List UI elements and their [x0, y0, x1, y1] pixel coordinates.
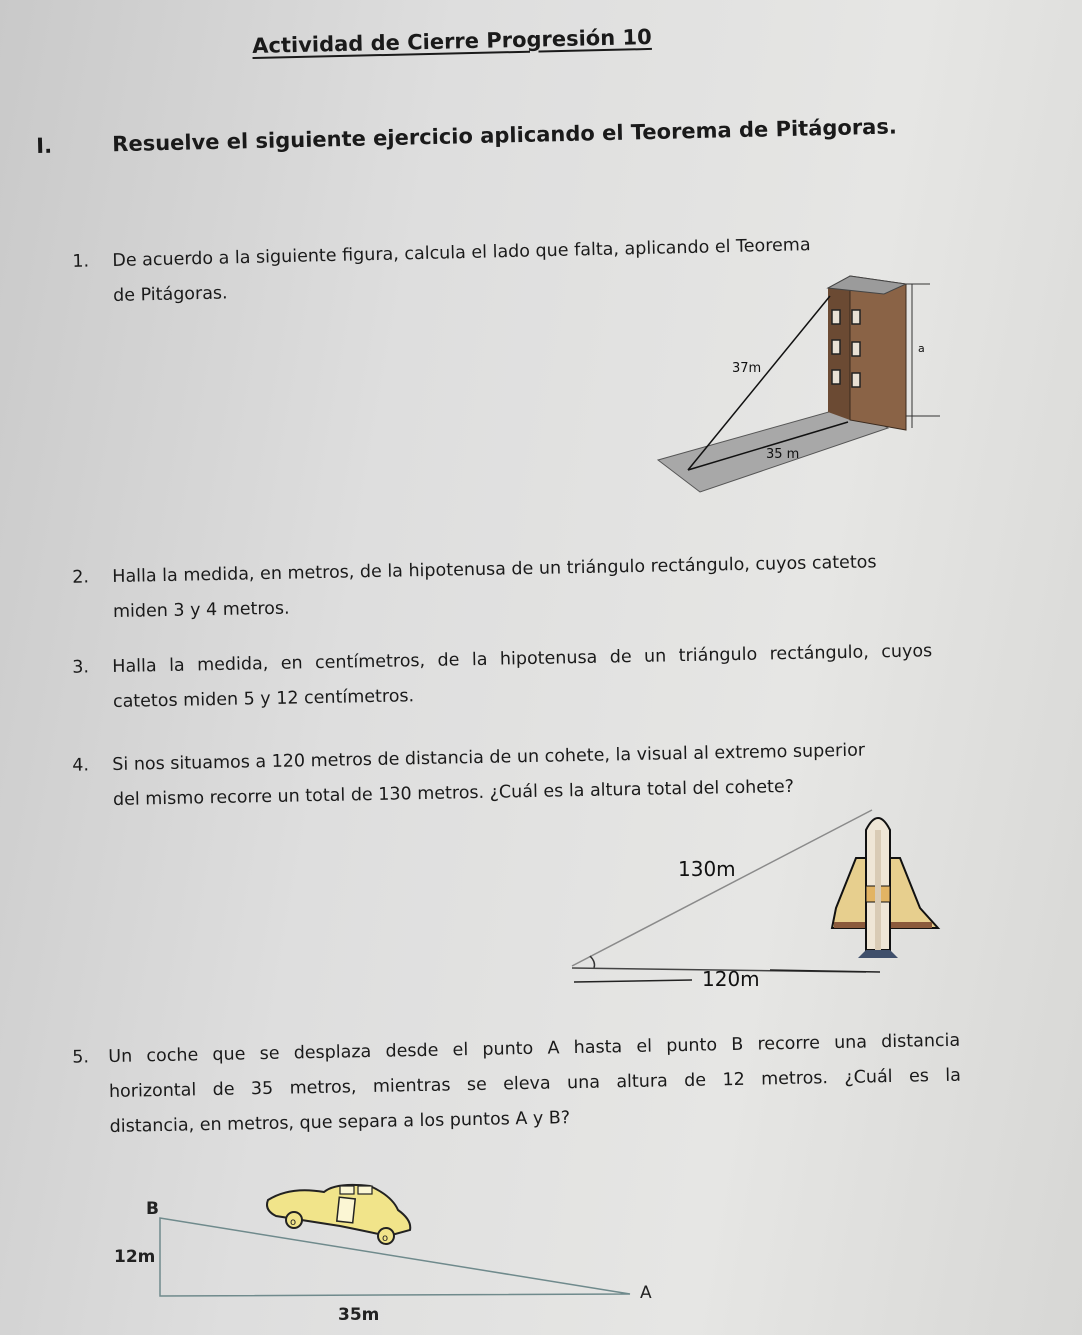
question-text-line: de Pitágoras. [112, 283, 228, 306]
question-text-line: Un coche que se desplaza desde el punto A hasta el punto B recorre una distancia [108, 1030, 961, 1067]
window [832, 370, 840, 384]
window [852, 310, 860, 324]
question-text-line: miden 3 y 4 metros. [112, 598, 290, 622]
window [852, 373, 860, 387]
rocket-engine [858, 950, 898, 958]
rocket-wing-band-left [834, 922, 868, 928]
base-dimension-left [574, 980, 692, 982]
window [832, 310, 840, 324]
rocket-wing-band-right [890, 922, 932, 928]
question-text-line: De acuerdo a la siguiente figura, calcula el lado que falta, aplicando el Teorema [112, 235, 811, 271]
rocket-wing-right [890, 858, 938, 928]
svg-text:o: o [290, 1217, 297, 1228]
car-slope-figure [100, 1180, 680, 1330]
unknown-side-label: a [918, 342, 925, 355]
question-text-line: catetos miden 5 y 12 centímetros. [112, 686, 415, 712]
car-icon [267, 1185, 410, 1244]
question-2 [72, 545, 878, 630]
question-3 [72, 634, 933, 720]
section-heading [36, 114, 897, 158]
question-text-line: Halla la medida, en metros, de la hipotenusa de un triángulo rectángulo, cuyos catetos [112, 552, 877, 587]
hypotenuse-label: 37m [732, 361, 762, 376]
height-label: 12m [114, 1247, 156, 1267]
section-instruction: Resuelve el siguiente ejercicio aplicando el Teorema de Pitágoras. [111, 114, 898, 157]
question-number: 3. [72, 657, 90, 678]
question-text-line: distancia, en metros, que separa a los puntos A y B? [109, 1108, 571, 1137]
section-numeral: I. [36, 133, 53, 158]
question-text-line: del mismo recorre un total de 130 metros. ¿Cuál es la altura total del cohete? [112, 776, 795, 810]
svg-text:o: o [382, 1233, 389, 1244]
window [852, 342, 860, 356]
question-text-line: horizontal de 35 metros, mientras se eleva una altura de 12 metros. ¿Cuál es la [108, 1065, 962, 1102]
rocket-triangle-figure [560, 800, 950, 1000]
question-5 [72, 1024, 962, 1145]
question-number: 4. [72, 755, 90, 776]
hypotenuse-label: 130m [678, 857, 736, 881]
rocket-wing-left [832, 858, 868, 928]
page-title: Actividad de Cierre Progresión 10 [252, 24, 652, 58]
question-number: 2. [72, 567, 90, 588]
building-triangle-figure [650, 270, 950, 500]
base-label: 120m [702, 967, 760, 991]
question-text-line: Halla la medida, en centímetros, de la hipotenusa de un triángulo rectángulo, cuyos [112, 641, 933, 677]
rocket-body-stripe [875, 830, 881, 950]
window [832, 340, 840, 354]
point-b-label: B [146, 1199, 159, 1219]
question-number: 5. [72, 1047, 90, 1068]
hypotenuse-line [572, 810, 872, 966]
angle-arc [590, 956, 595, 968]
question-text-line: Si nos situamos a 120 metros de distancia de un cohete, la visual al extremo superior [112, 740, 866, 775]
question-number: 1. [72, 251, 90, 272]
point-a-label: A [640, 1283, 652, 1303]
base-label: 35 m [766, 447, 800, 462]
base-label: 35m [338, 1305, 380, 1325]
base-dimension-right [770, 970, 880, 972]
